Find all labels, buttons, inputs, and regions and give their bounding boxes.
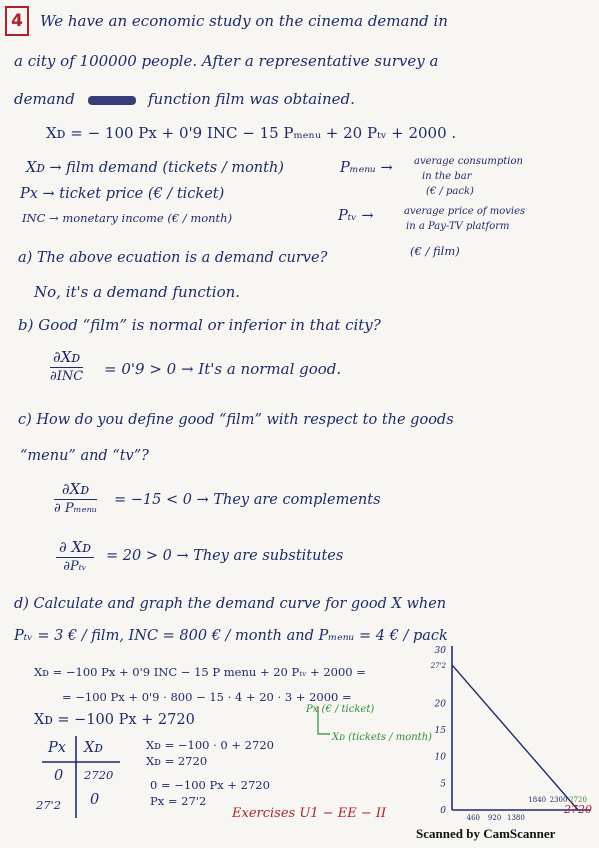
- def-ptv-line-1: average price of movies: [404, 206, 526, 217]
- camscanner-watermark: Scanned by CamScanner: [416, 826, 556, 841]
- answer-c-complements: = −15 < 0 → They are complements: [114, 492, 381, 508]
- label-arrow: [318, 706, 330, 734]
- def-inc: INC → monetary income (€ / month): [22, 211, 233, 225]
- calc-point-2-b: Px = 27'2: [150, 794, 207, 808]
- def-pmenu-line-2: in the bar: [422, 171, 472, 182]
- calc-step-3: Xᴅ = −100 Px + 2720: [34, 712, 195, 728]
- table-header-px: Px: [48, 740, 66, 756]
- y-tick-label: 5: [440, 779, 446, 790]
- calc-point-2-a: 0 = −100 Px + 2720: [150, 778, 270, 792]
- y-tick-label: 27'2: [430, 661, 446, 670]
- problem-number: 4: [5, 6, 29, 36]
- question-d-line-2: Pₜᵥ = 3 € / film, INC = 800 € / month and Pₘₑₙᵤ = 4 € / pack: [14, 628, 448, 644]
- calc-step-2: = −100 Px + 0'9 · 800 − 15 · 4 + 20 · 3 + 2000 =: [62, 690, 352, 704]
- def-pmenu-line-3: (€ / pack): [426, 186, 474, 197]
- x-tick-label: 2720: [569, 796, 587, 804]
- y-tick-label: 30: [434, 646, 446, 656]
- def-xd: Xᴅ → film demand (tickets / month): [26, 160, 284, 176]
- intro-line-3-prefix: demand: [14, 90, 75, 108]
- def-pmenu-label: Pₘₑₙᵤ →: [340, 160, 393, 176]
- question-d-line-1: d) Calculate and graph the demand curve for good X when: [14, 596, 447, 612]
- answer-b: = 0'9 > 0 → It's a normal good.: [104, 360, 342, 378]
- intro-line-1: We have an economic study on the cinema demand in: [40, 12, 448, 30]
- fraction-denominator: ∂Pₜᵥ: [63, 559, 87, 574]
- def-ptv-label: Pₜᵥ →: [338, 208, 374, 224]
- x-tick-label: 1840: [528, 796, 547, 804]
- fraction-denominator: ∂ Pₘₑₙᵤ: [54, 501, 98, 516]
- answer-c-substitutes: = 20 > 0 → They are substitutes: [106, 548, 344, 564]
- def-px: Px → ticket price (€ / ticket): [20, 186, 225, 202]
- y-tick-label: 10: [434, 752, 446, 763]
- def-pmenu-line-1: average consumption: [414, 156, 523, 167]
- question-c-line-1: c) How do you define good “film” with respect to the goods: [18, 412, 454, 428]
- demand-curve-line: [452, 665, 578, 810]
- x-tick-label: 920: [487, 814, 502, 822]
- x-tick-label: 460: [466, 814, 480, 822]
- question-b: b) Good “film” is normal or inferior in that city?: [18, 316, 381, 334]
- x-tick-label: 2300: [549, 796, 568, 804]
- calc-point-1-b: Xᴅ = 2720: [146, 754, 208, 768]
- demand-equation: Xᴅ = − 100 Px + 0'9 INC − 15 Pₘₑₙᵤ + 20 Pₜᵥ + 2000 .: [46, 124, 457, 142]
- fraction-denominator: ∂INC: [50, 369, 84, 384]
- question-c-line-2: “menu” and “tv”?: [20, 448, 149, 464]
- table-cell: 0: [90, 792, 100, 808]
- fraction-numerator: ∂ Xᴅ: [56, 538, 94, 558]
- graph-y-label: Px (€ / ticket): [306, 704, 375, 715]
- intro-line-2: a city of 100000 people. After a representative survey a: [14, 52, 439, 70]
- calc-point-1-a: Xᴅ = −100 · 0 + 2720: [146, 738, 274, 752]
- def-ptv-line-2: in a Pay-TV platform: [406, 221, 510, 232]
- table-cell: 27'2: [36, 798, 62, 812]
- fraction-numerator: ∂Xᴅ: [50, 348, 83, 368]
- table-header-xd: Xᴅ: [84, 740, 103, 756]
- x-tick-label: 1380: [507, 814, 525, 822]
- table-cell: 0: [54, 768, 64, 784]
- answer-a: No, it's a demand function.: [34, 283, 241, 301]
- x-end-label: 2720: [564, 803, 592, 816]
- footer-exercises: Exercises U1 − EE − II: [232, 806, 387, 821]
- fraction-numerator: ∂Xᴅ: [54, 480, 97, 500]
- def-ptv-line-3: (€ / film): [410, 244, 460, 258]
- graph-x-label: Xᴅ (tickets / month): [332, 732, 433, 743]
- calc-step-1: Xᴅ = −100 Px + 0'9 INC − 15 P menu + 20 Pₜᵥ + 2000 =: [34, 665, 366, 679]
- table-cell: 2720: [84, 768, 114, 782]
- y-tick-label: 15: [434, 726, 446, 736]
- question-a: a) The above ecuation is a demand curve?: [18, 250, 328, 266]
- intro-line-3-rest: function film was obtained.: [148, 90, 355, 108]
- y-tick-label: 20: [434, 699, 446, 710]
- y-tick-label: 0: [440, 806, 446, 816]
